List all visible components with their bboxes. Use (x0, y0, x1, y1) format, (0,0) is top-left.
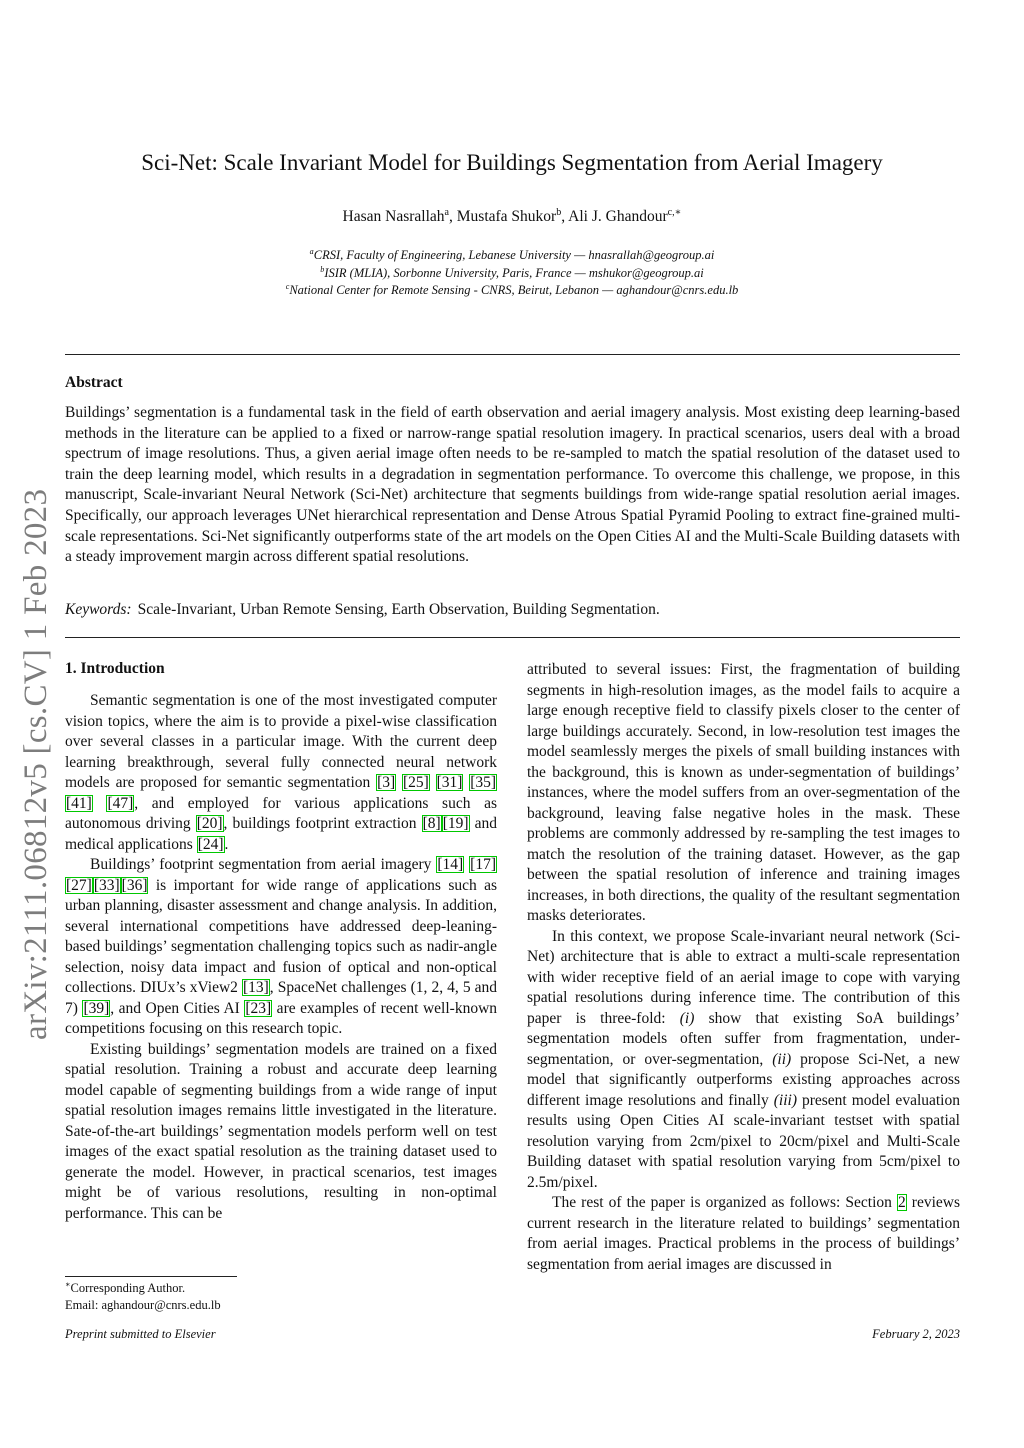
citation-link[interactable]: [41] (66, 794, 92, 812)
section-reference-link[interactable]: 2 (897, 1194, 906, 1211)
author-affiliation-mark: a (444, 206, 450, 218)
citation-link[interactable]: [47] (107, 794, 134, 812)
citation-link[interactable]: [36] (121, 876, 148, 894)
citation-link[interactable]: [13] (242, 979, 269, 996)
paper-title: Sci-Net: Scale Invariant Model for Buildings Segmentation from Aerial Imagery (141, 150, 883, 175)
abstract-text: Buildings’ segmentation is a fundamental task in the field of earth observation and aerial imagery analysis. Most existing deep learning-based methods in the literature can be applied to a fixed or narrow-range spatial resolution imagery. In practical scenarios, users deal with a broad spectrum of image resolutions. Thus, a given aerial image often needs to be re-sampled to match the spatial resolution of the dataset used to train the deep learning model, which results in a degradation in segmentation performance. To overcome this challenge, we propose, in this manuscript, Scale-invariant Neural Network (Sci-Net) architecture that segments buildings from wide-range spatial resolution aerial images. Specifically, our approach leverages UNet hierarchical representation and Dense Atrous Spatial Pyramid Pooling to extract fine-grained multi-scale representations. Sci-Net significantly outperforms state of the art models on the Open Cities AI and the Multi-Scale Building datasets with a steady improvement margin across different spatial resolutions. (65, 404, 960, 566)
author-name: Mustafa Shukor (456, 208, 557, 225)
paragraph: Buildings’ footprint segmentation from aerial imagery [14] [17][27] [33] [36] is important for wide range of applications such as urban planning, disaster assessment and change analysis. In addition, several international competitions have addressed deep-leaning-based buildings’ segmentation challenging topics such as nadir-angle selection, noisy data impact and fusion of optical and non-optical collections. DIUx’s xView2 [13], SpaceNet challenges (1, 2, 4, 5 and 7) [39], and Open Cities AI [23] are examples of recent well-known competitions focusing on this research topic. (65, 856, 498, 1037)
author-affiliation-mark: c,∗ (667, 206, 682, 218)
affiliation: $^b$ISIR (MLIA), Sorbonne University, Paris, France — mshukor@geogroup.ai (320, 264, 704, 280)
citation-link[interactable]: [24] (197, 835, 224, 853)
citation-link[interactable]: [39] (83, 999, 110, 1017)
citation-link[interactable]: [17] (470, 856, 496, 873)
abstract-divider (65, 637, 960, 638)
keywords-label: Keywords: (65, 601, 132, 618)
affiliation: $^c$National Center for Remote Sensing - CNRS, Beirut, Lebanon — aghandour@cnrs.edu.lb (285, 281, 739, 297)
citation-link[interactable]: [31] (436, 774, 463, 791)
citation-link[interactable]: [20] (196, 815, 223, 832)
paragraph: attributed to several issues: First, the fragmentation of building segments in high-resolution images, as the model fails to acquire a large enough receptive field to classify pixels closer to the center of large buildings accurately. Second, in low-resolution test images the model seamlessly merges the pixels of small building instances with the background, this is known as under-segmentation of buildings’ instances, where the model suffers from an over-segmentation of the background, leaving false negative holes in the mask. These problems are commonly addressed by re-sampling the test images to match the resolution of the training dataset. However, as the gap between the spatial resolution of inference and training images increases, in both directions, the quality of the resultant segmentation masks deteriorates. (527, 661, 960, 924)
citation-link[interactable]: [35] (470, 774, 497, 791)
footer-journal: Preprint submitted to Elsevier (65, 1327, 216, 1341)
footer-date: February 2, 2023 (872, 1327, 960, 1341)
citation-link[interactable]: [33] (93, 876, 120, 894)
author-name: Ali J. Ghandour (568, 208, 668, 225)
section-heading: 1. Introduction (65, 660, 165, 677)
paragraph: The rest of the paper is organized as follows: Section 2 reviews current research in the literature related to buildings’ segmentation from aerial images. Practical problems in the process of buildings’ segmentation from aerial images are discussed in (527, 1194, 961, 1273)
citation-link[interactable]: [8] (422, 815, 441, 832)
affiliation-list (0, 247, 1024, 300)
citation-link[interactable]: [19] (442, 815, 469, 832)
abstract-heading: Abstract (65, 374, 123, 391)
citation-link[interactable]: [3] (377, 774, 396, 791)
author-name: Hasan Nasrallah (342, 208, 445, 225)
paragraph: Existing buildings’ segmentation models are trained on a fixed spatial resolution. Training a robust and accurate deep learning model capable of segmenting buildings from a wide range of input spatial resolution images remains little investigated in the literature. Sate-of-the-art buildings’ segmentation models perform well on test images of the exact spatial resolution as the training dataset used to generate the model. However, in practical scenarios, test images might be of various resolutions, resulting in non-optimal performance. This can be (65, 1040, 497, 1222)
citation-link[interactable]: [27] (66, 876, 92, 894)
author-affiliation-mark: b (556, 206, 562, 218)
footnote: ∗Corresponding Author. Email: aghandour@cnrs.edu.lb (65, 1279, 221, 1312)
author-list: Hasan Nasrallah$^a$, Mustafa Shukor$^b$, Ali J. Ghandour$^{c,∗}$ (342, 206, 682, 225)
footnote-email: Email: aghandour@cnrs.edu.lb (65, 1298, 221, 1312)
header-divider (65, 354, 960, 355)
keywords-text: Scale-Invariant, Urban Remote Sensing, Earth Observation, Building Segmentation. (137, 601, 660, 618)
right-column (527, 660, 960, 1275)
keywords (65, 601, 660, 619)
footnote-text: Corresponding Author. (70, 1281, 186, 1295)
citation-link[interactable]: [25] (402, 774, 429, 791)
arxiv-identifier: arXiv:2111.06812v5 [cs.CV] 1 Feb 2023 (18, 488, 54, 1040)
paragraph: Semantic segmentation is one of the most investigated computer vision topics, where the aim is to provide a pixel-wise classification over several classes in a particular image. With the current deep learning breakthrough, several fully connected neural network models are proposed for semantic segmentation [3] [25] [31] [35] [41] [47], and employed for various applications such as autonomous driving [20], buildings footprint extraction [8] [19] and medical applications [24]. (65, 692, 497, 853)
footnote-divider (65, 1276, 237, 1277)
left-column (65, 691, 497, 1224)
paragraph: In this context, we propose Scale-invariant neural network (Sci-Net) architecture that is able to extract a multi-scale representation with wider receptive field of an aerial image to cope with varying spatial resolutions during inference time. The contribution of this paper is three-fold: (i) show that existing SoA buildings’ segmentation models often suffer from fragmentation, under-segmentation, or over-segmentation, (ii) propose Sci-Net, a new model that significantly outperforms existing approaches across different image resolutions and finally (iii) present model evaluation results using Open Cities AI scale-invariant testset with spatial resolution varying from 2cm/pixel to 20cm/pixel and Multi-Scale Building dataset with spatial resolution varying from 5cm/pixel to 2.5m/pixel. (527, 927, 961, 1191)
citation-link[interactable]: [14] (437, 856, 464, 873)
citation-link[interactable]: [23] (245, 999, 272, 1017)
affiliation: $^a$CRSI, Faculty of Engineering, Lebanese University — hnasrallah@geogroup.ai (309, 246, 715, 262)
